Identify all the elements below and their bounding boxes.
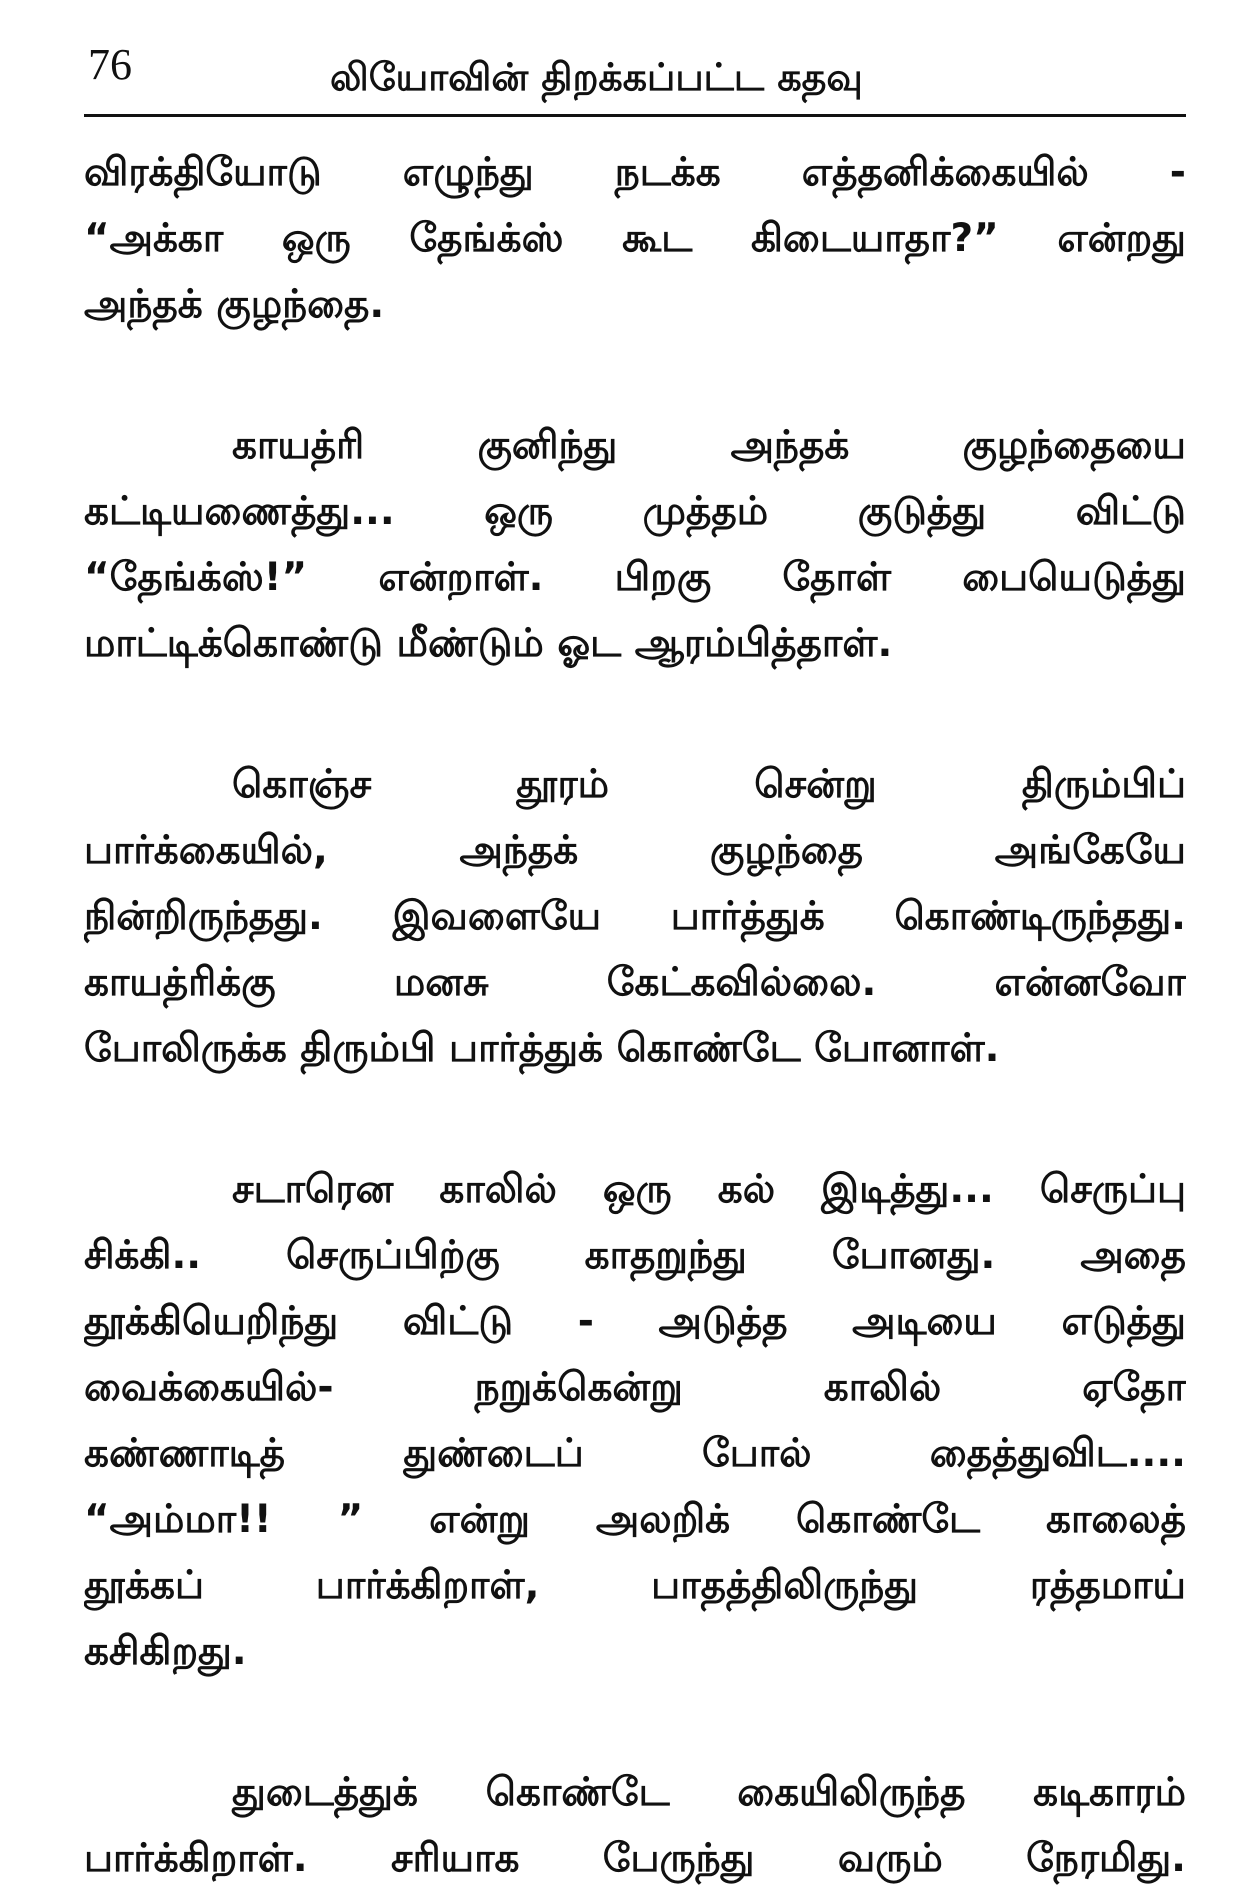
paragraph-gap <box>84 338 1186 413</box>
text-line: சடாரென காலில் ஒரு கல் இடித்து... செருப்பு <box>232 1167 1186 1212</box>
paragraph-gap <box>84 1082 1186 1157</box>
paragraph-2 <box>84 413 1186 677</box>
text-line: நின்றிருந்தது. இவளையே பார்த்துக் கொண்டிருந்தது. <box>84 894 1186 939</box>
text-line: சிக்கி.. செருப்பிற்கு காதறுந்து போனது. அதை <box>84 1233 1186 1278</box>
text-line: பார்க்கிறாள். சரியாக பேருந்து வரும் நேரமிது. <box>84 1836 1186 1881</box>
text-line: பார்க்கையில், அந்தக் குழந்தை அங்கேயே <box>84 828 1186 873</box>
text-line: “அம்மா!! ” என்று அலறிக் கொண்டே காலைத் <box>84 1497 1186 1542</box>
page-body <box>84 140 1186 1892</box>
paragraph-4 <box>84 1157 1186 1685</box>
text-line: “தேங்க்ஸ்!” என்றாள். பிறகு தோள் பையெடுத்து <box>84 555 1186 600</box>
page-number: 76 <box>88 40 132 89</box>
text-line: கொஞ்ச தூரம் சென்று திரும்பிப் <box>232 762 1186 807</box>
text-line: விரக்தியோடு எழுந்து நடக்க எத்தனிக்கையில் - <box>84 150 1186 195</box>
text-line: கண்ணாடித் துண்டைப் போல் தைத்துவிட.... <box>84 1431 1186 1476</box>
text-line: துடைத்துக் கொண்டே கையிலிருந்த கடிகாரம் <box>232 1770 1186 1815</box>
header-rule <box>84 114 1186 117</box>
paragraph-gap <box>84 1685 1186 1760</box>
text-line: காயத்ரி குனிந்து அந்தக் குழந்தையை <box>232 423 1186 468</box>
text-line: மாட்டிக்கொண்டு மீண்டும் ஓட ஆரம்பித்தாள். <box>84 621 893 666</box>
text-line: வைக்கையில்- நறுக்கென்று காலில் ஏதோ <box>84 1365 1186 1410</box>
text-line: அந்தக் குழந்தை. <box>84 282 385 327</box>
text-line: தூக்கியெறிந்து விட்டு - அடுத்த அடியை எடுத்து <box>84 1299 1186 1344</box>
text-line: கசிகிறது. <box>84 1629 247 1674</box>
text-line: கட்டியணைத்து... ஒரு முத்தம் குடுத்து விட்டு <box>84 489 1186 534</box>
paragraph-5 <box>84 1760 1186 1892</box>
text-line: “அக்கா ஒரு தேங்க்ஸ் கூட கிடையாதா?” என்றது <box>84 216 1186 261</box>
text-line: போலிருக்க திரும்பி பார்த்துக் கொண்டே போனாள். <box>84 1026 1000 1071</box>
text-line: காயத்ரிக்கு மனசு கேட்கவில்லை. என்னவோ <box>84 960 1186 1005</box>
paragraph-3 <box>84 752 1186 1082</box>
text-line: தூக்கப் பார்க்கிறாள், பாதத்திலிருந்து ரத்தமாய் <box>84 1563 1186 1608</box>
paragraph-1 <box>84 140 1186 338</box>
running-title: லியோவின் திறக்கப்பட்ட கதவு <box>330 55 863 99</box>
paragraph-gap <box>84 677 1186 752</box>
